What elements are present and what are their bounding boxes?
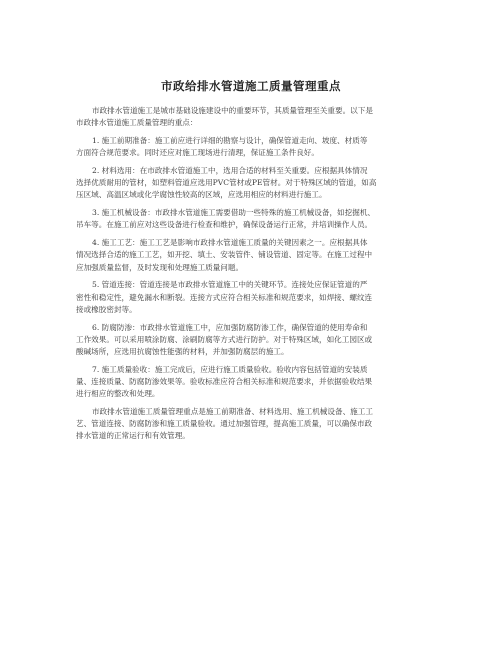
paragraph-line: 4. 施工工艺：施工工艺是影响市政排水管道施工质量的关键因素之一。应根据具体 (92, 238, 368, 248)
paragraph-line: 方面符合规范要求。同时还应对施工现场进行清理，保证施工条件良好。 (76, 148, 319, 158)
paragraph-line: 1. 施工前期准备：施工前应进行详细的勘察与设计，确保管道走向、坡度、材质等 (92, 136, 368, 145)
paragraph-acceptance (76, 364, 426, 401)
paragraph-line: 情况选择合适的施工工艺，如开挖、填土、安装管件、铺设管道、固定等。在施工过程中 (76, 250, 373, 260)
paragraph-line: 吊车等。在施工前应对这些设备进行检查和维护，确保设备运行正常，并培训操作人员。 (76, 220, 373, 230)
paragraph-line: 密性和稳定性，避免漏水和断裂。连接方式应符合相关标准和规范要求，如焊接、螺纹连 (76, 292, 373, 302)
paragraph-process (76, 237, 426, 274)
paragraph-line: 进行相应的整改和处理。 (76, 389, 160, 399)
paragraph-line: 应加强质量监督，及时发现和处理施工质量问题。 (76, 262, 244, 272)
paragraph-materials (76, 165, 426, 202)
paragraph-conclusion (76, 406, 426, 443)
document-title: 市政给排水管道施工质量管理重点 (161, 79, 341, 93)
paragraph-line: 3. 施工机械设备：市政排水管道施工需要借助一些特殊的施工机械设备，如挖掘机、 (92, 208, 376, 218)
paragraph-line: 市政排水管道施工质量管理的重点： (76, 118, 198, 128)
paragraph-machinery (76, 207, 426, 231)
paragraph-line: 市政排水管道施工质量管理重点是施工前期准备、材料选用、施工机械设备、施工工 (92, 407, 373, 417)
paragraph-anticorrosion (76, 322, 426, 359)
paragraph-line: 6. 防腐防渗：市政排水管道施工中，应加强防腐防渗工作，确保管道的使用寿命和 (92, 322, 368, 332)
paragraph-line: 酸碱场所，应选用抗腐蚀性能强的材料，并加强防腐层的施工。 (76, 347, 289, 357)
paragraph-line: 压区域、高温区域或化学腐蚀性较高的区域，应选用相应的材料进行施工。 (76, 190, 327, 200)
paragraph-intro (76, 105, 426, 129)
paragraph-preparation (76, 135, 426, 159)
paragraph-line: 5. 管道连接：管道连接是市政排水管道施工中的关键环节。连接处应保证管道的严 (92, 280, 368, 290)
paragraph-line: 排水管道的正常运行和有效管理。 (76, 431, 190, 441)
paragraph-line: 接或橡胶密封等。 (76, 304, 137, 314)
paragraph-line: 市政排水管道施工是城市基础设施建设中的重要环节，其质量管理至关重要。以下是 (92, 106, 373, 115)
paragraph-line: 2. 材料选用：在市政排水管道施工中，选用合适的材料至关重要。应根据具体情况 (92, 166, 368, 175)
paragraph-line: 量、连接质量、防腐防渗效果等。验收标准应符合相关标准和规范要求，并依据验收结果 (76, 377, 373, 387)
paragraph-line: 工作效果。可以采用喷涂防腐、涂刷防腐等方式进行防护。对于特殊区域，如化工园区或 (76, 334, 373, 344)
paragraph-connection (76, 279, 426, 316)
paragraph-line: 7. 施工质量验收：施工完成后，应进行施工质量验收。验收内容包括管道的安装质 (92, 364, 368, 374)
paragraph-line: 艺、管道连接、防腐防渗和施工质量验收。通过加强管理，提高施工质量，可以确保市政 (76, 419, 373, 429)
paragraph-line: 选择优质耐用的管材，如塑料管道应选用PVC管材或PE管材。对于特殊区域的管道，如高 (76, 178, 377, 188)
